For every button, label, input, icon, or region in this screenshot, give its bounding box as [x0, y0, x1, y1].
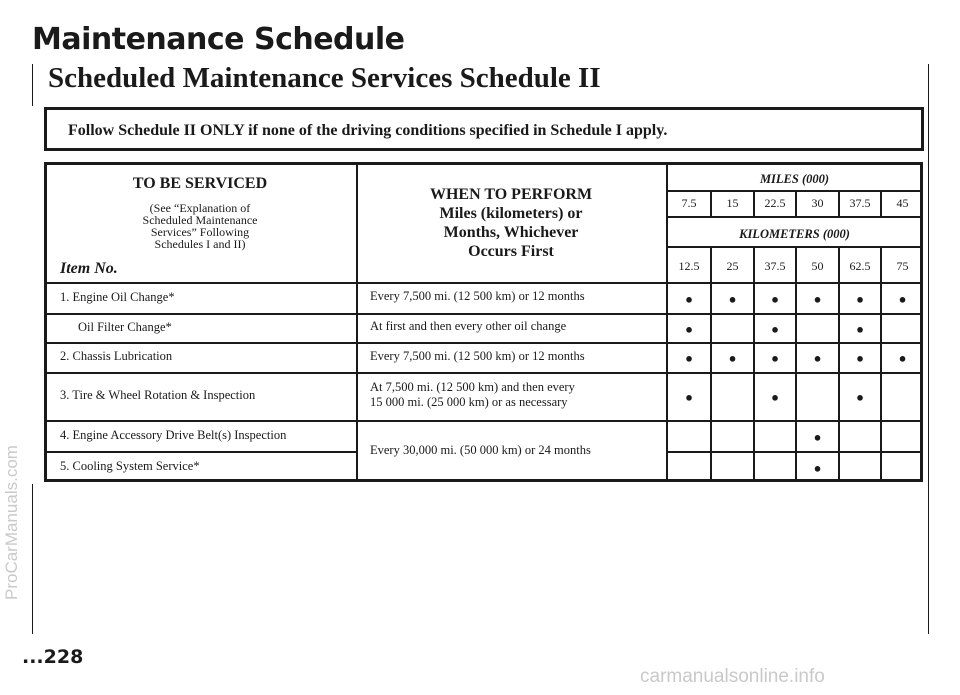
- column-divider: [666, 162, 668, 482]
- row-rule: [44, 282, 923, 284]
- to-be-serviced-heading: TO BE SERVICED: [132, 175, 268, 192]
- row-rule: [44, 313, 923, 315]
- heading-note-line: (See “Explanation of: [149, 201, 251, 215]
- kilometers-value: 50: [811, 259, 824, 273]
- service-dot: ●: [813, 460, 822, 475]
- header-rule: [666, 190, 923, 192]
- miles-value: 45: [896, 196, 909, 210]
- heading-note-line: Scheduled Maintenance: [142, 213, 258, 227]
- miles-cell-divider: [710, 190, 712, 216]
- kilometers-label: KILOMETERS (000): [739, 227, 850, 241]
- row-item-label: 3. Tire & Wheel Rotation & Inspection: [60, 388, 256, 402]
- service-dot: ●: [685, 389, 693, 405]
- service-dot: ●: [856, 350, 864, 366]
- miles-value: 37.5: [849, 196, 871, 210]
- heading-note-line: Services” Following: [150, 225, 250, 239]
- service-dot: ●: [728, 291, 737, 306]
- service-dot: ●: [813, 429, 822, 444]
- service-dot: ●: [771, 321, 779, 336]
- merged-when-text: Every 30,000 mi. (50 000 km) or 24 months: [370, 443, 591, 457]
- row-rule: [44, 342, 923, 344]
- page-number: ...228: [22, 646, 84, 668]
- service-dot: ●: [856, 321, 864, 336]
- row-when-text: 15 000 mi. (25 000 km) or as necessary: [370, 395, 568, 409]
- service-dot: ●: [771, 291, 779, 306]
- page-title: Maintenance Schedule: [32, 22, 405, 57]
- kilometers-value: 62.5: [849, 259, 871, 273]
- service-dot: ●: [685, 321, 693, 336]
- miles-cell-divider: [880, 190, 882, 216]
- row-item-label: Oil Filter Change*: [78, 319, 172, 334]
- service-dot: ●: [685, 350, 693, 366]
- header-rule: [666, 246, 923, 248]
- miles-label: MILES (000): [759, 172, 830, 186]
- when-heading-line: Months, Whichever: [443, 224, 579, 241]
- row-item-label: 2. Chassis Lubrication: [60, 349, 173, 363]
- service-dot: ●: [728, 350, 737, 366]
- row-rule: [44, 372, 923, 374]
- when-heading-line: Occurs First: [468, 243, 554, 260]
- service-dot: ●: [685, 291, 693, 306]
- row-when-text: Every 7,500 mi. (12 500 km) or 12 months: [370, 289, 585, 303]
- miles-value: 22.5: [764, 196, 786, 210]
- row-rule: [44, 420, 923, 422]
- heading-note-line: Schedules I and II): [154, 237, 246, 251]
- row-item-label: 4. Engine Accessory Drive Belt(s) Inspection: [60, 427, 287, 442]
- miles-cell-divider: [795, 190, 797, 216]
- row-item-label: 1. Engine Oil Change*: [60, 289, 175, 304]
- item-no-label: Item No.: [60, 260, 118, 277]
- notice-text: Follow Schedule II ONLY if none of the driving conditions specified in Schedule I apply.: [68, 122, 668, 139]
- row-item-label: 5. Cooling System Service*: [60, 458, 200, 473]
- service-dot: ●: [856, 389, 864, 405]
- kilometers-value: 12.5: [678, 259, 700, 273]
- row-rule: [666, 451, 923, 453]
- service-dot: ●: [813, 291, 822, 306]
- service-dot: ●: [856, 291, 864, 306]
- row-when-text: At 7,500 mi. (12 500 km) and then every: [370, 380, 575, 394]
- watermark-bottom: carmanualsonline.info: [640, 666, 825, 687]
- kilometers-value: 75: [896, 259, 909, 273]
- header-rule: [666, 216, 923, 218]
- row-when-text: At first and then every other oil change: [370, 319, 567, 333]
- service-dot: ●: [813, 350, 822, 366]
- when-heading-line: Miles (kilometers) or: [439, 205, 583, 222]
- service-dot: ●: [771, 350, 779, 366]
- section-subtitle: Scheduled Maintenance Services Schedule II: [48, 62, 601, 94]
- service-dot: ●: [771, 389, 779, 405]
- miles-value: 15: [726, 196, 739, 210]
- kilometers-value: 25: [726, 259, 739, 273]
- miles-value: 7.5: [681, 196, 697, 210]
- miles-value: 30: [811, 196, 824, 210]
- miles-cell-divider: [753, 190, 755, 216]
- when-heading-line: WHEN TO PERFORM: [429, 186, 593, 203]
- service-dot: ●: [898, 291, 907, 306]
- kilometers-value: 37.5: [764, 259, 786, 273]
- miles-cell-divider: [838, 190, 840, 216]
- watermark-left: ProCarManuals.com: [2, 445, 21, 600]
- service-dot: ●: [898, 350, 907, 366]
- row-when-text: Every 7,500 mi. (12 500 km) or 12 months: [370, 348, 585, 363]
- row-rule: [44, 451, 356, 453]
